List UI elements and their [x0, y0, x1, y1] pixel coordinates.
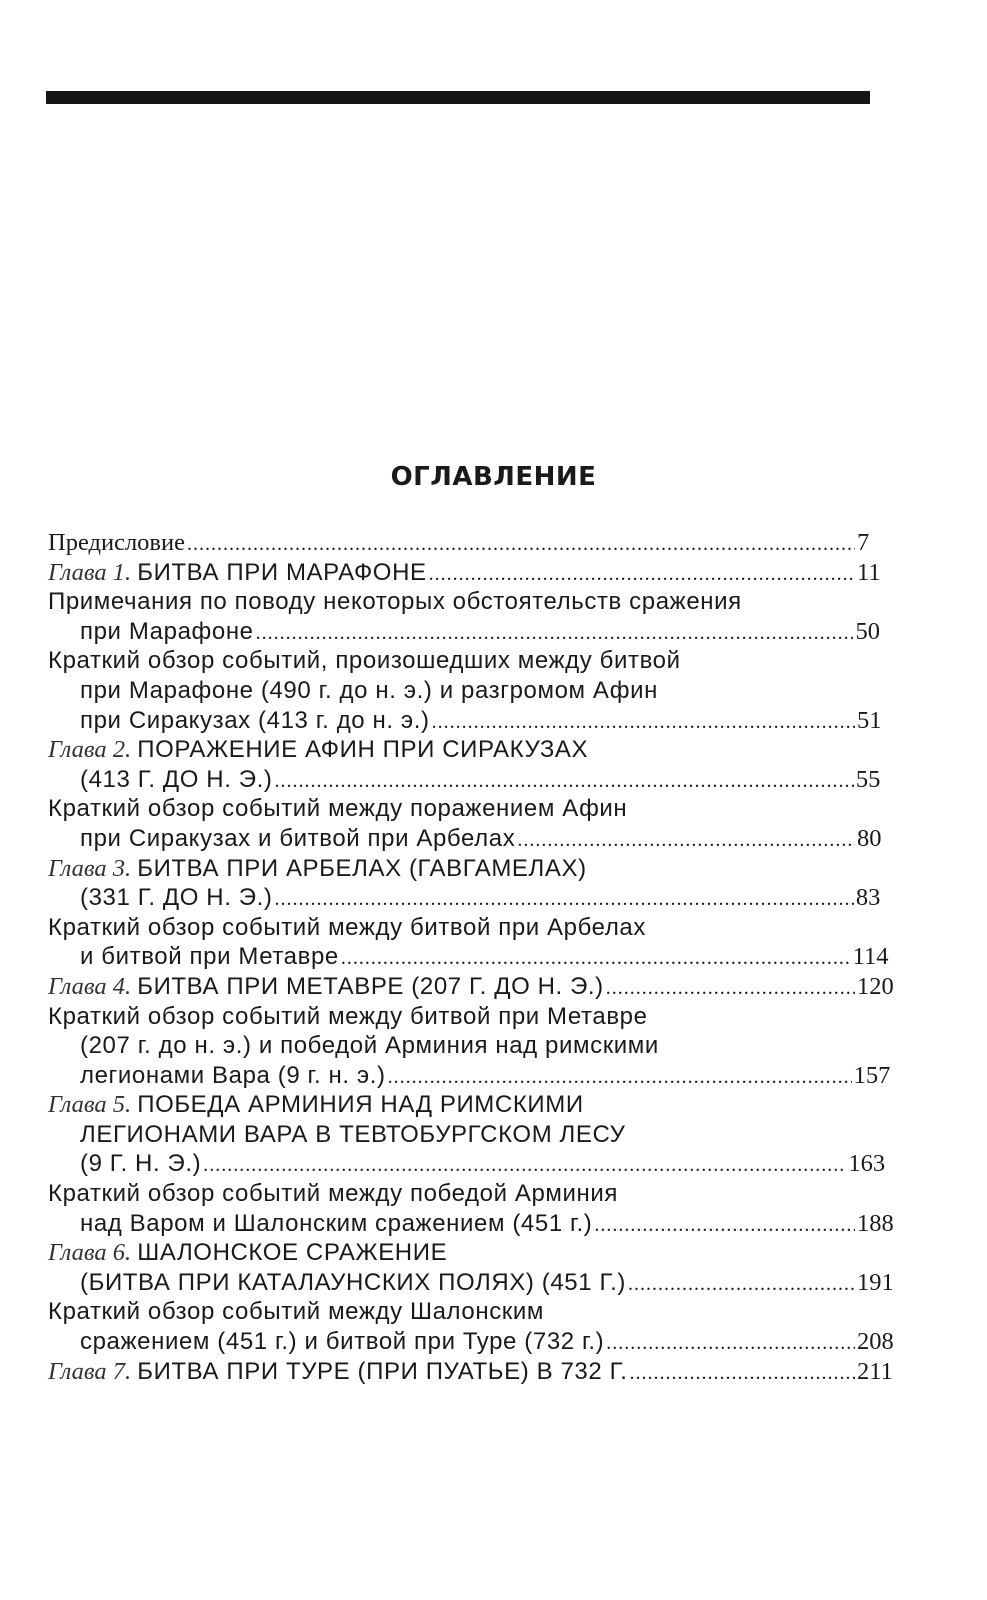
page-number: 188	[857, 1209, 894, 1237]
toc-entry-text: Предисловие	[48, 529, 185, 556]
chapter-label: Глава 2.	[48, 736, 132, 764]
page-number: 157	[853, 1061, 891, 1089]
toc-line[interactable]	[48, 1179, 867, 1209]
toc-line[interactable]	[48, 972, 894, 1002]
chapter-title: (БИТВА ПРИ КАТАЛАУНСКИХ ПОЛЯХ) (451 Г.)	[80, 1268, 626, 1296]
toc-line[interactable]	[48, 824, 882, 854]
page-number: 114	[852, 943, 889, 971]
dot-leader	[630, 1359, 855, 1389]
chapter-title: ПОБЕДА АРМИНИЯ НАД РИМСКИМИ	[137, 1091, 584, 1119]
toc-entry-text: Краткий обзор событий, произошедших между битвой	[48, 647, 681, 675]
toc-line[interactable]	[48, 1209, 894, 1239]
dot-leader	[256, 619, 854, 649]
toc-line[interactable]	[48, 1357, 893, 1387]
toc-entry-text: легионами Вара (9 г. н. э.)	[80, 1061, 386, 1089]
dot-leader	[429, 560, 855, 590]
page-number: 208	[857, 1328, 894, 1356]
chapter-title: БИТВА ПРИ АРБЕЛАХ (ГАВГАМЕЛАХ)	[137, 854, 587, 882]
dot-leader	[432, 708, 855, 738]
page-number: 80	[857, 824, 882, 852]
page-title: ОГЛАВЛЕНИЕ	[390, 462, 597, 492]
dot-leader	[517, 826, 855, 856]
page-number: 163	[848, 1150, 886, 1178]
toc-line[interactable]	[48, 1327, 894, 1357]
toc-entry-text: при Марафоне (490 г. до н. э.) и разгромом Афин	[80, 676, 658, 704]
chapter-label: Глава 1.	[48, 558, 132, 586]
chapter-title: ПОРАЖЕНИЕ АФИН ПРИ СИРАКУЗАХ	[137, 736, 589, 764]
toc-line[interactable]	[48, 942, 889, 972]
toc-entry-text: Краткий обзор событий между победой Арминия	[48, 1180, 618, 1208]
toc-line[interactable]	[48, 1120, 867, 1150]
page-number: 211	[857, 1357, 893, 1385]
toc-line[interactable]	[48, 1002, 867, 1032]
dot-leader	[388, 1063, 852, 1093]
chapter-title: БИТВА ПРИ ТУРЕ (ПРИ ПУАТЬЕ) В 732 Г.	[137, 1357, 628, 1385]
toc-line[interactable]	[48, 676, 867, 706]
toc-line[interactable]	[48, 528, 870, 558]
dot-leader	[341, 944, 851, 974]
toc-entry-text: при Сиракузах (413 г. до н. э.)	[80, 706, 430, 734]
toc-entry-text: Примечания по поводу некоторых обстоятельств сражения	[48, 588, 742, 616]
chapter-title: БИТВА ПРИ МАРАФОНЕ	[137, 558, 427, 586]
toc-line[interactable]	[48, 587, 867, 617]
toc-entry-text: Краткий обзор событий между поражением Афин	[48, 795, 628, 823]
toc-line[interactable]	[48, 1090, 867, 1120]
chapter-title: ЛЕГИОНАМИ ВАРА В ТЕВТОБУРГСКОМ ЛЕСУ	[80, 1120, 626, 1148]
dot-leader	[606, 974, 855, 1004]
toc-line[interactable]	[48, 735, 867, 765]
page-number: 55	[855, 765, 881, 793]
chapter-label: Глава 6.	[48, 1239, 132, 1267]
dot-leader	[628, 1270, 855, 1300]
toc-line[interactable]	[48, 1238, 867, 1268]
chapter-label: Глава 5.	[48, 1091, 132, 1119]
toc-entry-text: при Сиракузах и битвой при Арбелах	[80, 824, 516, 852]
chapter-label: Глава 7.	[48, 1357, 132, 1385]
toc-entry-text: Краткий обзор событий между битвой при Арбелах	[48, 913, 646, 941]
toc-line[interactable]	[48, 617, 880, 647]
toc-line[interactable]	[48, 706, 882, 736]
toc-entry-text: и битвой при Метавре	[80, 943, 339, 971]
toc-line[interactable]	[48, 765, 881, 795]
toc-line[interactable]	[48, 1061, 891, 1091]
toc-entry-text: Краткий обзор событий между Шалонским	[48, 1298, 545, 1326]
toc-entry-text: (207 г. до н. э.) и победой Арминия над римскими	[80, 1032, 659, 1060]
toc-line[interactable]	[48, 913, 867, 943]
chapter-label: Глава 4.	[48, 972, 132, 1000]
toc-entry-text: сражением (451 г.) и битвой при Туре (732 г.)	[80, 1328, 605, 1356]
dot-leader	[203, 1151, 846, 1181]
top-rule	[46, 91, 870, 104]
toc-entry-text: Краткий обзор событий между битвой при Метавре	[48, 1002, 648, 1030]
page-number: 50	[855, 617, 880, 645]
dot-leader	[594, 1211, 855, 1241]
toc-entry-text: над Варом и Шалонским сражением (451 г.)	[80, 1209, 593, 1237]
page-number: 120	[857, 972, 894, 1000]
page-number: 191	[857, 1268, 894, 1296]
toc-line[interactable]	[48, 794, 867, 824]
toc-line[interactable]	[48, 1297, 867, 1327]
dot-leader	[606, 1329, 855, 1359]
page-number: 7	[857, 529, 870, 556]
chapter-title: (413 Г. ДО Н. Э.)	[80, 765, 273, 793]
chapter-title: БИТВА ПРИ МЕТАВРЕ (207 Г. ДО Н. Э.)	[137, 972, 604, 1000]
toc-line[interactable]	[48, 883, 881, 913]
toc-line[interactable]	[48, 646, 867, 676]
dot-leader	[274, 885, 853, 915]
chapter-title: ШАЛОНСКОЕ СРАЖЕНИЕ	[137, 1239, 448, 1267]
toc-line[interactable]	[48, 1149, 886, 1179]
table-of-contents	[48, 528, 894, 1386]
chapter-label: Глава 3.	[48, 854, 132, 882]
chapter-title: (331 Г. ДО Н. Э.)	[80, 884, 273, 912]
chapter-title: (9 Г. Н. Э.)	[80, 1150, 202, 1178]
dot-leader	[187, 530, 855, 560]
toc-line[interactable]	[48, 1268, 894, 1298]
page-number: 11	[857, 558, 881, 586]
toc-line[interactable]	[48, 558, 881, 588]
toc-entry-text: при Марафоне	[80, 617, 254, 645]
toc-line[interactable]	[48, 1031, 867, 1061]
page-number: 83	[855, 884, 881, 912]
page-number: 51	[857, 706, 882, 734]
toc-line[interactable]	[48, 854, 867, 884]
dot-leader	[274, 767, 853, 797]
